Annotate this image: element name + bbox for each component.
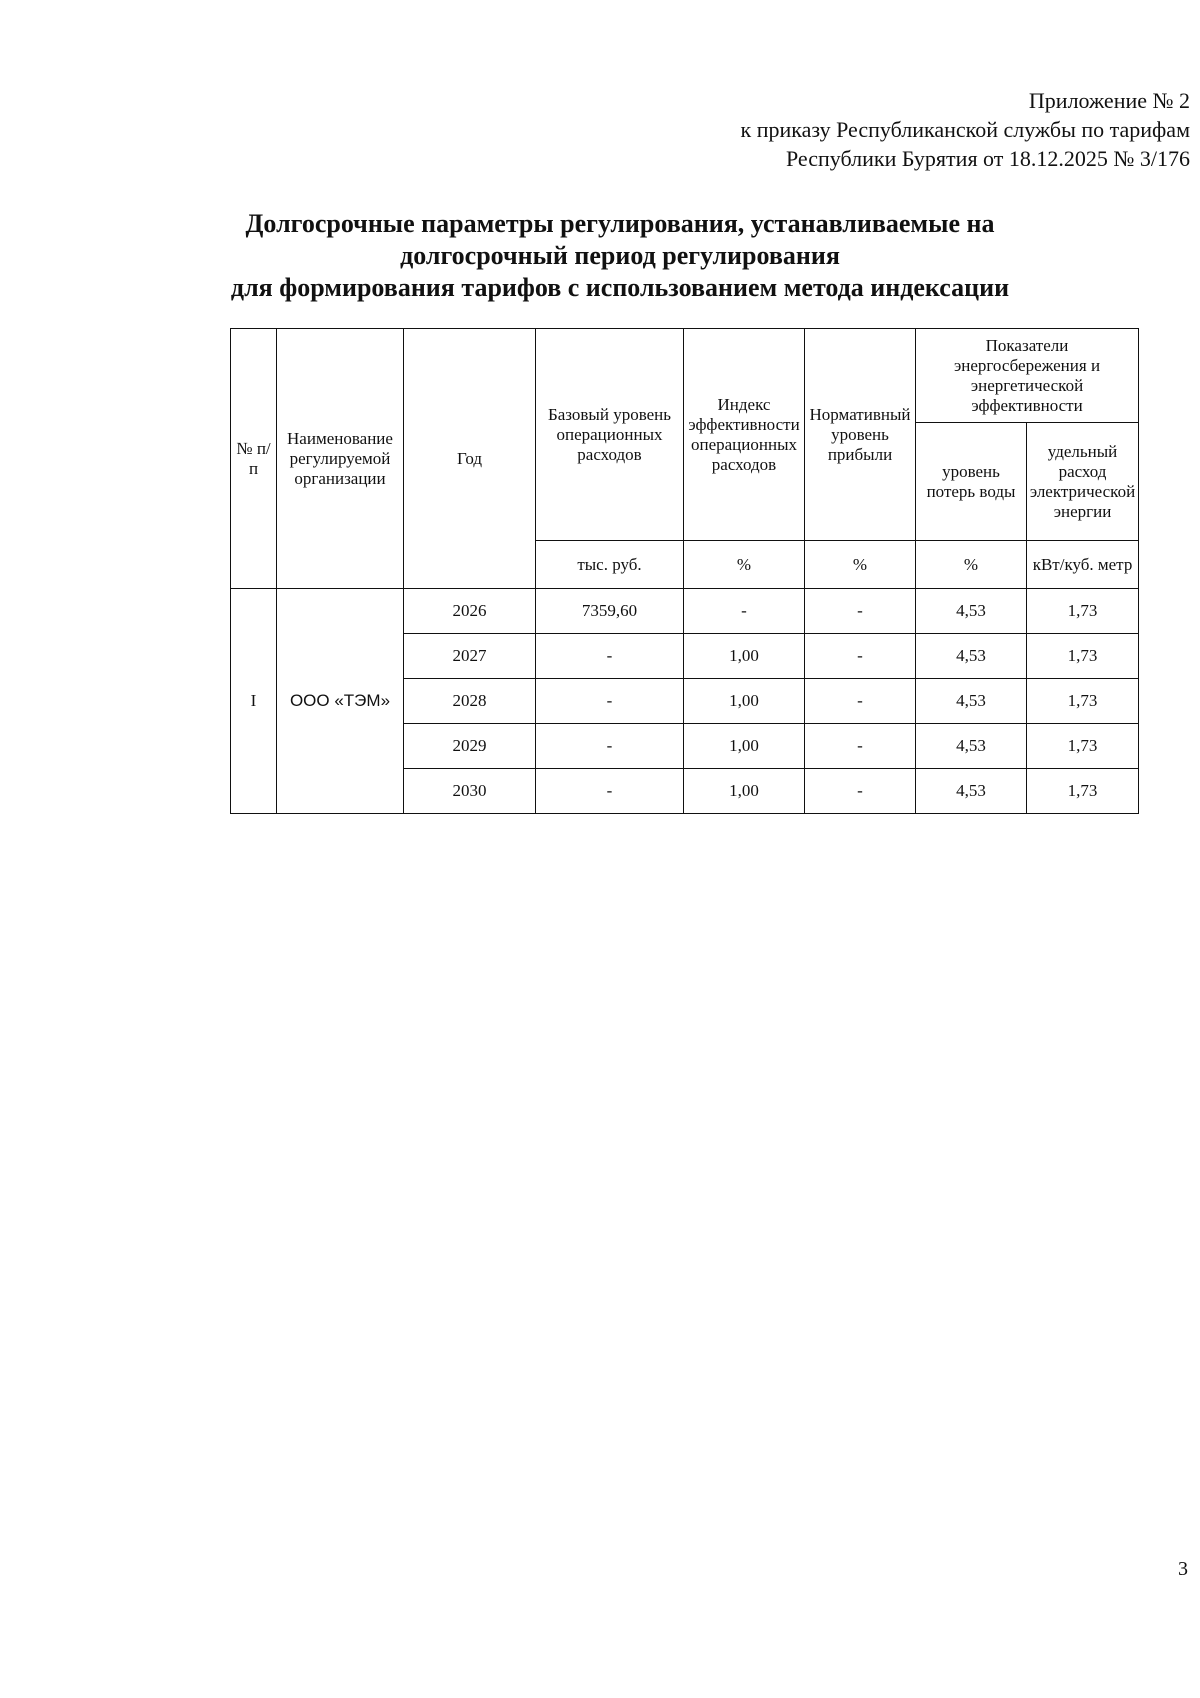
cell-electricity-use: 1,73 [1027,634,1139,679]
cell-year: 2026 [404,589,536,634]
header-year: Год [404,329,536,589]
cell-efficiency-index: 1,00 [684,679,805,724]
cell-profit-level: - [805,679,916,724]
cell-efficiency-index: 1,00 [684,769,805,814]
cell-base-level: - [536,679,684,724]
cell-year: 2030 [404,769,536,814]
table-row [231,589,1139,634]
cell-water-loss: 4,53 [916,724,1027,769]
unit-profit-level: % [805,541,916,589]
appendix-line-2: к приказу Республиканской службы по тарифам [740,117,1190,142]
cell-base-level: - [536,634,684,679]
cell-profit-level: - [805,589,916,634]
cell-profit-level: - [805,634,916,679]
cell-efficiency-index: - [684,589,805,634]
cell-water-loss: 4,53 [916,589,1027,634]
header-org-name: Наименование регулируемой организации [277,329,404,589]
header-electricity-use: удельный расход электрической энергии [1027,423,1139,541]
cell-base-level: - [536,769,684,814]
page-number: 3 [1178,1558,1188,1580]
cell-efficiency-index: 1,00 [684,634,805,679]
cell-base-level: 7359,60 [536,589,684,634]
cell-electricity-use: 1,73 [1027,769,1139,814]
cell-year: 2028 [404,679,536,724]
cell-water-loss: 4,53 [916,769,1027,814]
appendix-reference [550,86,1190,173]
document-title [200,208,1040,304]
header-num: № п/п [231,329,277,589]
cell-profit-level: - [805,724,916,769]
cell-profit-level: - [805,769,916,814]
cell-electricity-use: 1,73 [1027,589,1139,634]
org-name: ООО «ТЭМ» [277,589,404,814]
header-profit-level: Нормативный уровень прибыли [805,329,916,541]
header-efficiency-index: Индекс эффективности операционных расходов [684,329,805,541]
appendix-line-3: Республики Бурятия от 18.12.2025 № 3/176 [785,146,1190,171]
header-base-level: Базовый уровень операционных расходов [536,329,684,541]
cell-electricity-use: 1,73 [1027,724,1139,769]
cell-water-loss: 4,53 [916,634,1027,679]
cell-efficiency-index: 1,00 [684,724,805,769]
org-number: I [231,589,277,814]
cell-year: 2027 [404,634,536,679]
title-line-3: для формирования тарифов с использованием метода индексации [230,273,1010,302]
cell-water-loss: 4,53 [916,679,1027,724]
title-line-2: долгосрочный период регулирования [400,241,840,270]
unit-electricity-use: кВт/куб. метр [1027,541,1139,589]
cell-electricity-use: 1,73 [1027,679,1139,724]
header-water-loss: уровень потерь воды [916,423,1027,541]
unit-water-loss: % [916,541,1027,589]
cell-base-level: - [536,724,684,769]
regulation-parameters-table [230,328,1139,814]
appendix-line-1: Приложение № 2 [1028,88,1190,113]
unit-efficiency-index: % [684,541,805,589]
unit-base-level: тыс. руб. [536,541,684,589]
header-energy-group: Показатели энергосбережения и энергетической эффективности [916,329,1139,423]
title-line-1: Долгосрочные параметры регулирования, устанавливаемые на [245,209,995,238]
cell-year: 2029 [404,724,536,769]
header-row-1 [231,329,1139,423]
